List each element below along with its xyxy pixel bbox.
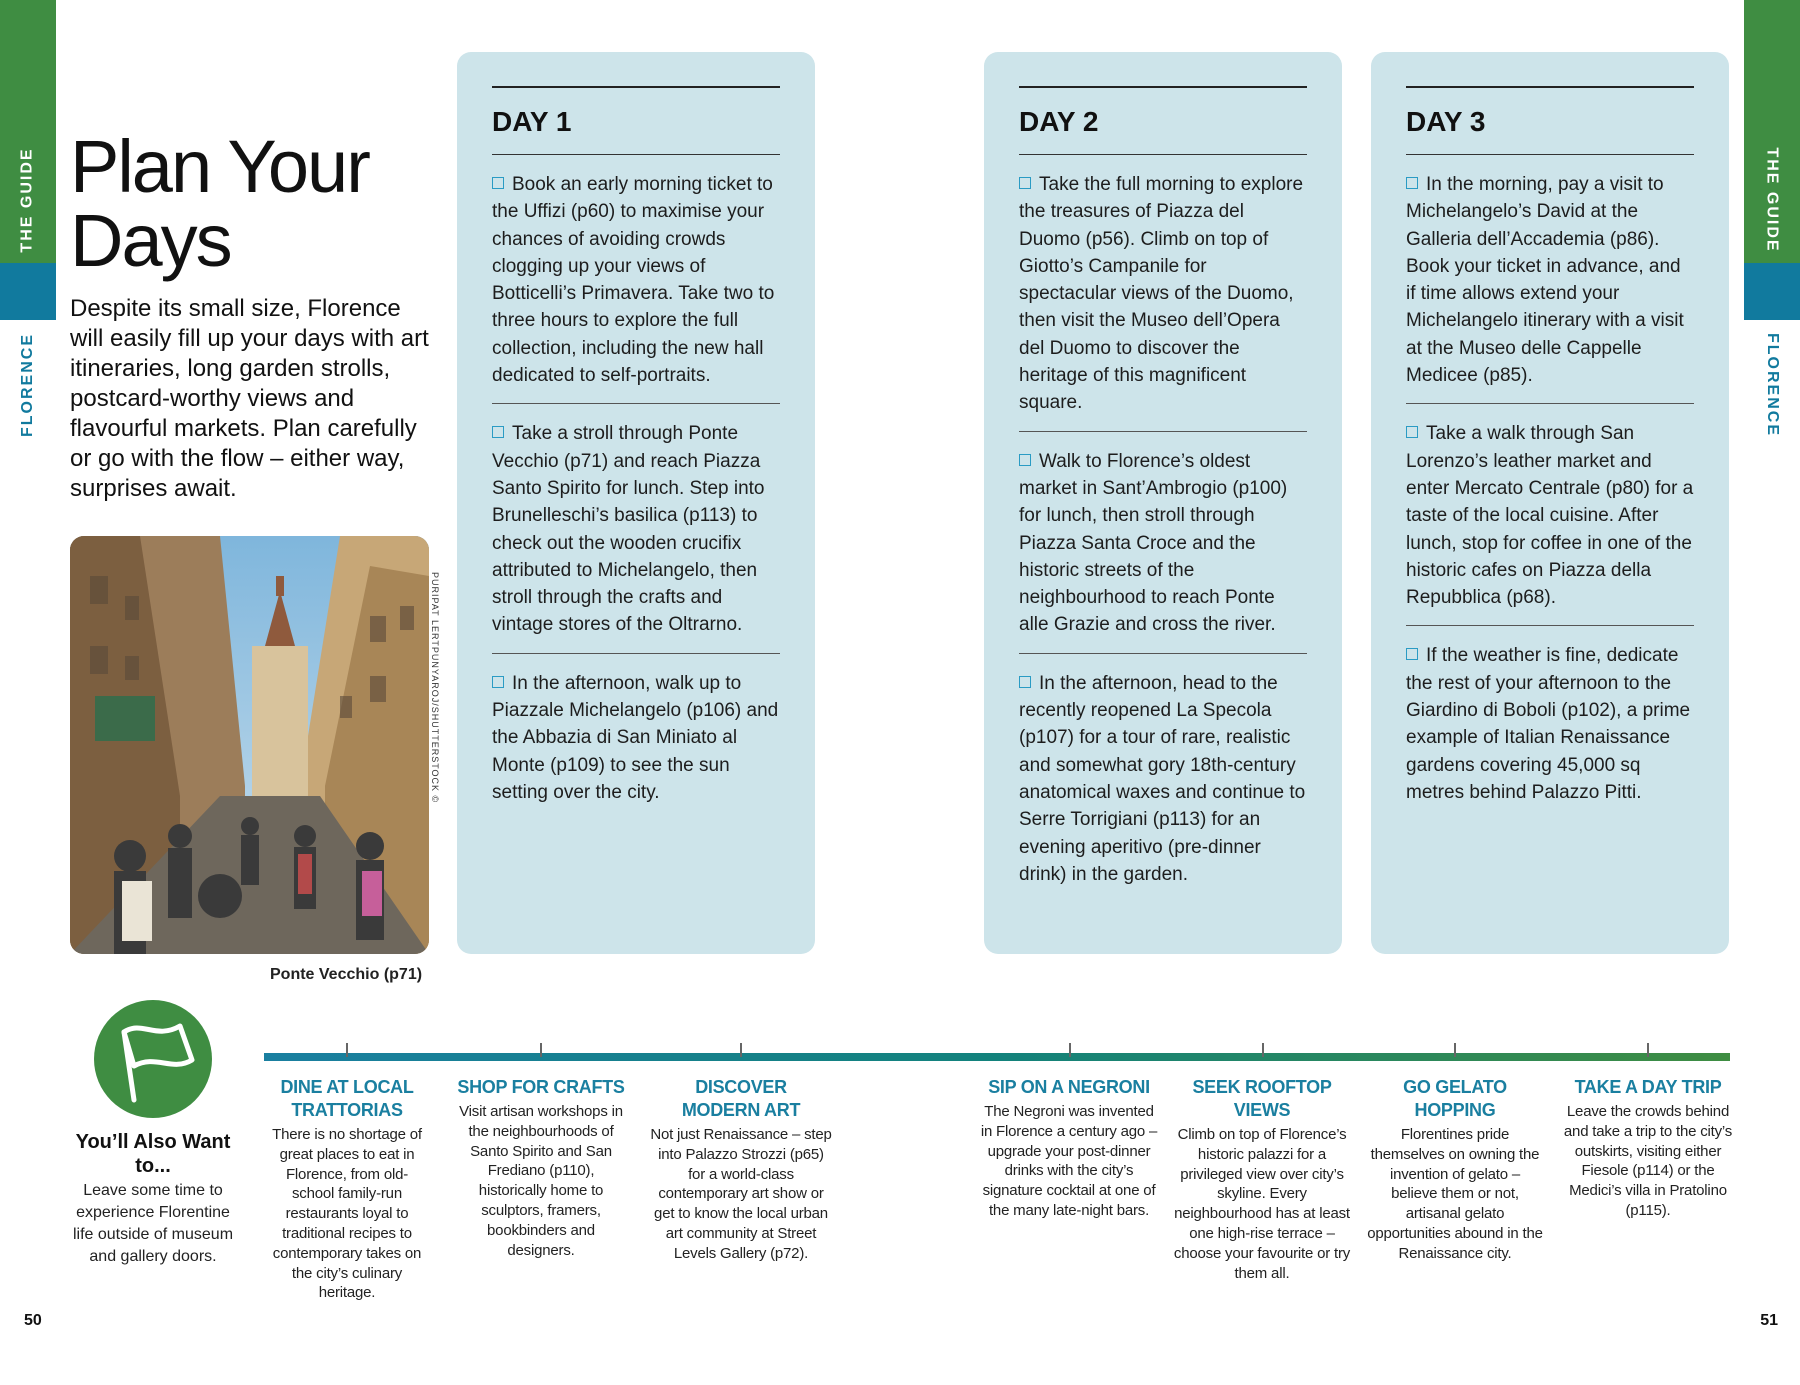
page-number-right: 51 [1760, 1312, 1778, 1329]
page-number-left: 50 [24, 1312, 42, 1329]
day-item-text: Take the full morning to explore the treasures of Piazza del Duomo (p56). Climb on top of Giotto’s Campanile for spectacular views of the Duomo, then visit the Museo dell’Opera del Duomo to discover the heritage of this magnificent square. [1019, 174, 1304, 414]
timeline-tick [740, 1043, 742, 1057]
timeline-heading: SEEK ROOFTOP VIEWS [1192, 1077, 1332, 1120]
timeline-tick [1647, 1043, 1649, 1057]
timeline-text: There is no shortage of great places to eat in Florence, from old-school family-run restaurants loyal to traditional recipes to contemporary takes on the city’s culinary heritage. [272, 1126, 422, 1302]
timeline-heading: GO GELATO HOPPING [1403, 1077, 1507, 1120]
timeline-text: Visit artisan workshops in the neighbourhoods of Santo Spirito and San Frediano (p110), historically home to sculptors, framers, bookbinders and designers. [459, 1103, 623, 1259]
day-heading: DAY 3 [1406, 88, 1694, 155]
timeline-tick [1069, 1043, 1071, 1057]
timeline-text: The Negroni was invented in Florence a century ago – upgrade your post-dinner drinks with the city’s signature cocktail at one of the many late-night bars. [980, 1103, 1158, 1219]
day-3-panel [1371, 52, 1729, 954]
timeline-item [1560, 1076, 1736, 1221]
timeline-tick [1262, 1043, 1264, 1057]
title-line: Plan Your [70, 125, 369, 208]
also-title: You’ll Also Want to... [75, 1131, 231, 1177]
day-item-text: If the weather is fine, dedicate the rest of your afternoon to the Giardino di Boboli (p102), a prime example of Italian Renaissance gardens covering 45,000 sq metres behind Palazzo Pitti. [1406, 645, 1691, 803]
timeline-text: Not just Renaissance – step into Palazzo Strozzi (p65) for a world-class contemporary art show or get to know the local urban art community at Street Levels Gallery (p72). [650, 1126, 832, 1262]
timeline-item [456, 1076, 626, 1260]
day-item [492, 654, 780, 820]
city-label: FLORENCE [1764, 333, 1781, 437]
section-label: THE GUIDE [19, 147, 36, 253]
day-2-panel [984, 52, 1342, 954]
timeline-heading: SIP ON A NEGRONI [988, 1077, 1150, 1097]
day-item-text: Book an early morning ticket to the Uffizi (p60) to maximise your chances of avoiding crowds clogging up your views of Botticelli’s Primavera. Take two to three hours to explore the full collection, including the new hall dedicated to self-portraits. [492, 174, 775, 387]
also-text: Leave some time to experience Florentine life outside of museum and gallery doors. [72, 1182, 234, 1265]
photo-caption: Ponte Vecchio (p71) [270, 966, 423, 983]
title-line: Days [70, 199, 231, 282]
day-item-text: Take a walk through San Lorenzo’s leather market and enter Mercato Centrale (p80) for a taste of the local cuisine. After lunch, stop for coffee in one of the historic cafes on Piazza della Repubblica (p68). [1406, 423, 1694, 609]
checkbox-icon [492, 177, 504, 189]
day-heading: DAY 1 [492, 88, 780, 155]
timeline-heading: SHOP FOR CRAFTS [457, 1077, 625, 1097]
checkbox-icon [1406, 648, 1418, 660]
intro-paragraph: Despite its small size, Florence will easily fill up your days with art itineraries, long garden strolls, postcard-worthy views and flavourful markets. Plan carefully or go with the flow – either way, surprises await. [70, 295, 429, 502]
city-label: FLORENCE [19, 333, 36, 437]
day-item [1406, 404, 1694, 626]
timeline-heading: DISCOVER MODERN ART [681, 1077, 801, 1120]
timeline-text: Leave the crowds behind and take a trip to the city’s outskirts, visiting either Fiesole (p114) or the Medici’s villa in Pratolino (p115). [1563, 1103, 1733, 1219]
checkbox-icon [1019, 454, 1031, 466]
street-photo [70, 536, 429, 954]
page-title [70, 125, 369, 282]
day-item-text: In the afternoon, walk up to Piazzale Michelangelo (p106) and the Abbazia di San Miniato al Monte (p109) to see the sun setting over the city. [492, 672, 779, 803]
timeline-item [1173, 1076, 1351, 1283]
day-item [1406, 155, 1694, 404]
day-item [1019, 155, 1307, 432]
checkbox-icon [492, 426, 504, 438]
timeline-tick [346, 1043, 348, 1057]
timeline-text: Florentines pride themselves on owning the invention of gelato – believe them or not, artisanal gelato opportunities abound in the Renaissance city. [1367, 1126, 1543, 1262]
day-item [1406, 626, 1694, 820]
day-item [1019, 654, 1307, 902]
timeline-item [980, 1076, 1158, 1221]
timeline-item [650, 1076, 832, 1264]
checkbox-icon [1019, 177, 1031, 189]
timeline-tick [540, 1043, 542, 1057]
flag-icon [94, 1000, 212, 1118]
timeline-tick [1454, 1043, 1456, 1057]
timeline-heading: DINE AT LOCAL TRATTORIAS [280, 1077, 414, 1120]
checkbox-icon [1406, 426, 1418, 438]
day-item-text: In the afternoon, head to the recently reopened La Specola (p107) for a tour of rare, realistic and somewhat gory 18th-century anatomical waxes and continue to Serre Torrigiani (p113) for an evening aperitivo (pre-dinner drink) in the garden. [1019, 672, 1306, 885]
timeline-text: Climb on top of Florence’s historic palazzi for a privileged view over city’s skyline. Every neighbourhood has at least one high-rise terrace – choose your favourite or try them all. [1173, 1126, 1351, 1282]
day-item-text: In the morning, pay a visit to Michelangelo’s David at the Galleria dell’Accademia (p86). Book your ticket in advance, and if time allows extend your Michelangelo itinerary with a visit at the Museo delle Cappelle Medicee (p85). [1406, 174, 1684, 387]
checkbox-icon [1406, 177, 1418, 189]
day-1-panel [457, 52, 815, 954]
day-item-text: Walk to Florence’s oldest market in Sant’Ambrogio (p100) for lunch, then stroll through Piazza Santa Croce and the historic streets of the neighbourhood to reach Ponte alle Grazie and cross the river. [1019, 450, 1288, 636]
day-item [1019, 432, 1307, 654]
section-label: THE GUIDE [1764, 147, 1781, 253]
checkbox-icon [1019, 676, 1031, 688]
checkbox-icon [492, 676, 504, 688]
day-heading: DAY 2 [1019, 88, 1307, 155]
day-item [492, 155, 780, 404]
day-item [492, 404, 780, 653]
timeline-item [263, 1076, 431, 1303]
photo-credit: PURIPAT LERTPUNYAROJ/SHUTTERSTOCK © [430, 572, 440, 804]
timeline-bar [264, 1053, 1730, 1061]
timeline-item [1366, 1076, 1544, 1264]
day-item-text: Take a stroll through Ponte Vecchio (p71) and reach Piazza Santo Spirito for lunch. Step into Brunelleschi’s basilica (p113) to check out the wooden crucifix attributed to Michelangelo, then stroll through the crafts and vintage stores of the Oltrarno. [492, 423, 765, 636]
timeline-heading: TAKE A DAY TRIP [1574, 1077, 1722, 1097]
